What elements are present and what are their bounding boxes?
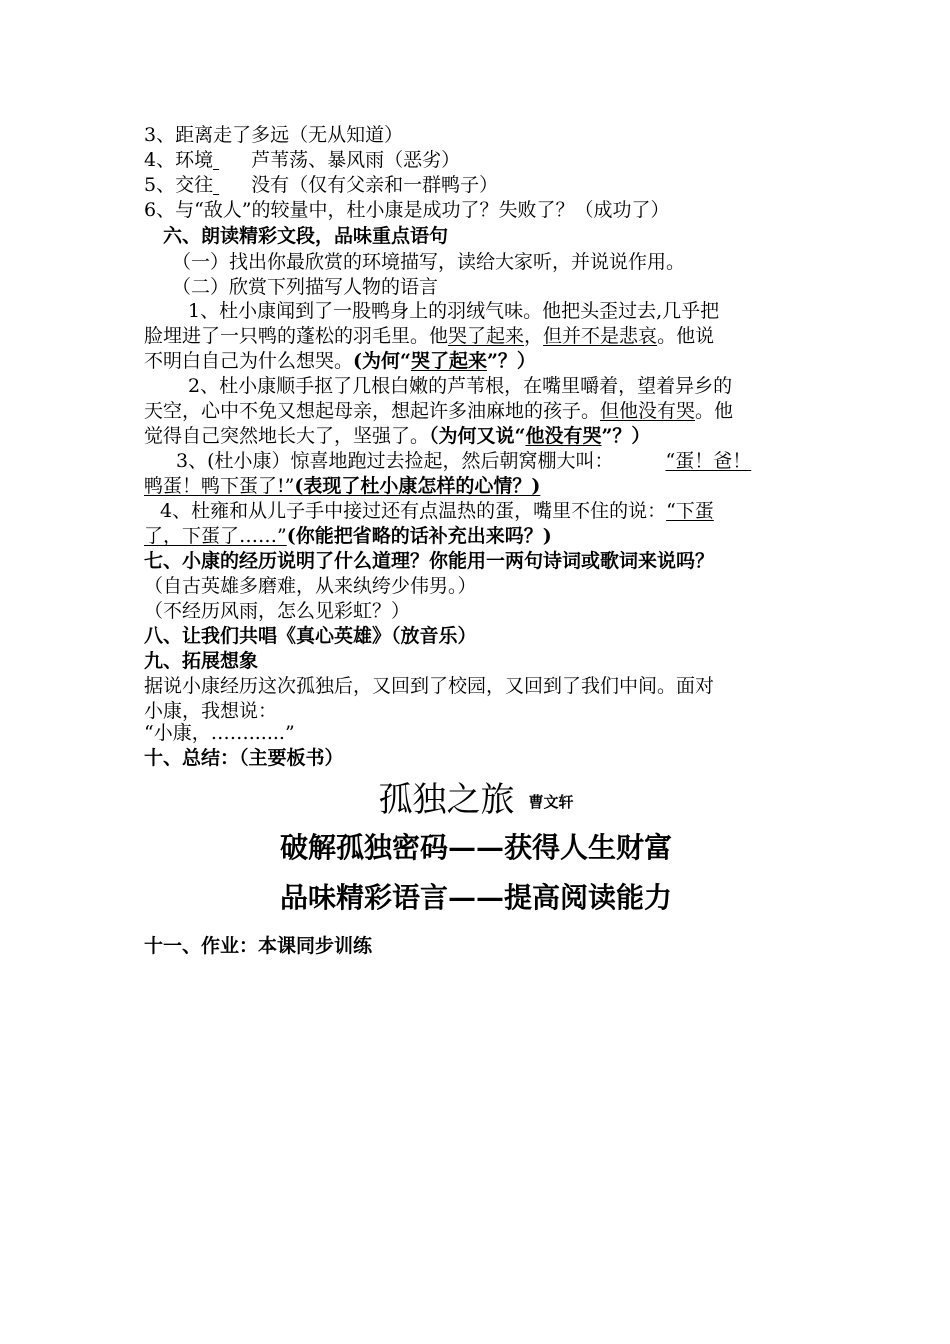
text-span: ， [524, 325, 544, 347]
passage-2-line-1: 2、杜小康顺手抠了几根白嫩的芦苇根，在嘴里嚼着，望着异乡的 [188, 375, 733, 397]
passage-1-line-3 [144, 349, 808, 374]
section-6-heading: 六、朗读精彩文段，品味重点语句 [163, 225, 449, 247]
subsection-1: （一）找出你最欣赏的环境描写，读给大家听，并说说作用。 [172, 251, 686, 273]
text-span: 不明白自己为什么想哭。 [144, 350, 354, 372]
text-span: 。他说 [657, 325, 715, 347]
subsection-2: （二）欣赏下列描写人物的语言 [172, 276, 439, 298]
item-contact-text: 没有（仅有父亲和一群鸭子） [251, 174, 499, 196]
text-span: 天空，心中不免又想起母亲，想起许多油麻地的孩子。 [144, 400, 601, 422]
underlined-question: (表现了杜小康怎样的心情？) [294, 475, 541, 497]
board-title-row [144, 780, 808, 822]
section-7-heading: 七、小康的经历说明了什么道理？你能用一两句诗词或歌词来说吗？ [144, 550, 715, 572]
section-11-heading: 十一、作业：本课同步训练 [144, 935, 373, 957]
underlined-phrase: 但他没有哭 [600, 400, 696, 422]
item-environment-text: 芦苇荡、暴风雨（恶劣） [251, 149, 461, 171]
question-span: ”？） [486, 350, 536, 372]
board-line-2: 品味精彩语言——提高阅读能力 [279, 881, 672, 914]
underlined-phrase: “下蛋 [666, 500, 714, 522]
extend-line-2: 小康，我想说： [144, 700, 278, 722]
quote-1: （自古英雄多磨难，从来纨绔少伟男。） [144, 575, 477, 597]
underlined-phrase: 哭了起来 [410, 350, 487, 372]
item-contact-label: 5、交往 [144, 174, 214, 196]
passage-4-line-1 [160, 499, 824, 524]
underlined-phrase: 但并不是悲哀 [543, 325, 658, 347]
passage-4-line-2 [144, 524, 808, 549]
item-environment [144, 148, 808, 173]
question-span: ”？） [601, 425, 651, 447]
item-distance [144, 123, 808, 148]
extend-line-3: “小康，……......” [144, 722, 295, 744]
text-span: 脸埋进了一只鸭的蓬松的羽毛里。他 [144, 325, 449, 347]
text-span: 。他 [695, 400, 734, 422]
question-span: (为何“ [353, 350, 411, 372]
passage-2-line-2 [144, 399, 808, 424]
underlined-phrase: “蛋！爸！ [665, 450, 752, 472]
passage-1-line-2 [144, 324, 808, 349]
fill-blank [213, 148, 251, 173]
passage-1-line-1: 1、杜小康闻到了一股鸭身上的羽绒气味。他把头歪过去,几乎把 [188, 300, 720, 322]
extend-line-1: 据说小康经历这次孤独后，又回到了校园，又回到了我们中间。面对 [144, 675, 715, 697]
board-title: 孤独之旅 [378, 780, 515, 820]
text-span: 4、杜雍和从儿子手中接过还有点温热的蛋，嘴里不住的说： [160, 500, 667, 522]
text-span: 3、(杜小康）惊喜地跑过去捡起，然后朝窝棚大叫： [176, 450, 614, 472]
board-line-1: 破解孤独密码——获得人生财富 [279, 831, 672, 864]
item-contest-text: 6、与“敌人”的较量中，杜小康是成功了？失败了？（成功了） [144, 199, 670, 221]
board-author: 曹文轩 [528, 793, 574, 811]
quote-2: （不经历风雨，怎么见彩虹？） [144, 600, 411, 622]
question-span: （为何又说“ [429, 425, 526, 447]
underlined-phrase: 了，下蛋了……” [144, 525, 287, 547]
item-contest [144, 198, 808, 223]
section-10-heading: 十、总结：（主要板书） [144, 747, 344, 769]
underlined-phrase: 哭了起来 [448, 325, 525, 347]
passage-3-line-1 [176, 449, 840, 474]
section-9-heading: 九、拓展想象 [144, 650, 259, 672]
item-distance-text: 3、距离走了多远（无从知道） [144, 124, 404, 146]
underlined-phrase: 鸭蛋！鸭下蛋了!” [144, 475, 295, 497]
item-contact [144, 173, 808, 198]
passage-2-line-3 [144, 424, 808, 449]
section-8-heading: 八、让我们共唱《真心英雄》（放音乐） [144, 625, 477, 647]
passage-3-line-2 [144, 474, 808, 499]
text-span: 觉得自己突然地长大了，坚强了。 [144, 425, 430, 447]
fill-blank [213, 173, 251, 198]
question-span: (你能把省略的话补充出来吗？) [286, 525, 552, 547]
item-environment-label: 4、环境 [144, 149, 214, 171]
underlined-phrase: 他没有哭 [525, 425, 602, 447]
